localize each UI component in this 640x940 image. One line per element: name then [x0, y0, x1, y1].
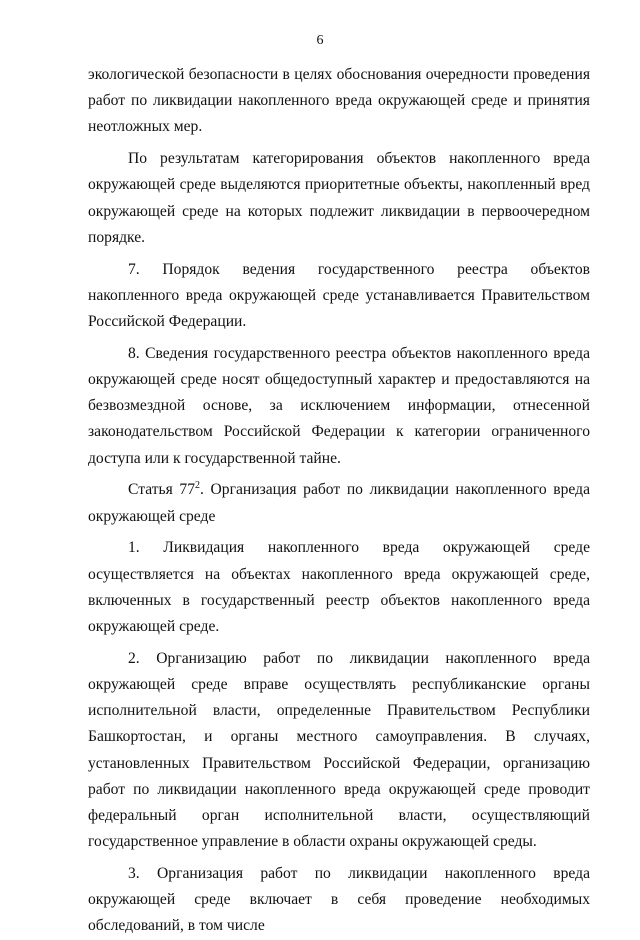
paragraph-article-item-1: 1. Ликвидация накопленного вреда окружающей среде осуществляется на объектах накопленного вреда окружающей среде, включенных в государственный реестр объектов накопленного вреда окружающей среде.: [88, 539, 590, 636]
article-number: Статья 77: [128, 481, 196, 499]
paragraph-continuation: экологической безопасности в целях обоснования очередности проведения работ по ликвидации накопленного вреда окружающей среде и принятия неотложных мер.: [88, 66, 590, 136]
page-number: 6: [316, 33, 324, 48]
paragraph-item-8: 8. Сведения государственного реестра объектов накопленного вреда окружающей среде носят общедоступный характер и предоставляются на безвозмездной основе, за исключением информации, отнесенной законодательством Российской Федерации к категории ограниченного доступа или к государственной тайне.: [88, 344, 590, 467]
paragraph-item-7: 7. Порядок ведения государственного реестра объектов накопленного вреда окружающей среде устанавливается Правительством Российской Федерации.: [88, 260, 590, 331]
article-heading: [88, 477, 590, 529]
article-superscript: 2: [195, 480, 201, 492]
article-title: . Организация работ по ликвидации накопленного вреда окружающей среде: [88, 481, 591, 525]
paragraph-article-item-3: 3. Организация работ по ликвидации накопленного вреда окружающей среде включает в себя проведение необходимых обследований, в том числе: [88, 865, 590, 935]
document-body: [88, 62, 590, 940]
paragraph-article-item-2: 2. Организацию работ по ликвидации накопленного вреда окружающей среде вправе осуществлять республиканские органы исполнительной власти, определенные Правительством Республики Башкортостан, и органы местного самоуправления. В случаях, установленных Правительством Российской Федерации, организацию работ по ликвидации накопленного вреда окружающей среде проводит федеральный орган исполнительной власти, осуществляющий государственное управление в области охраны окружающей среды.: [88, 649, 590, 851]
paragraph-priority-objects: По результатам категорирования объектов накопленного вреда окружающей среде выделяются приоритетные объекты, накопленный вред окружающей среде на которых подлежит ликвидации в первоочередном порядке.: [88, 150, 590, 246]
